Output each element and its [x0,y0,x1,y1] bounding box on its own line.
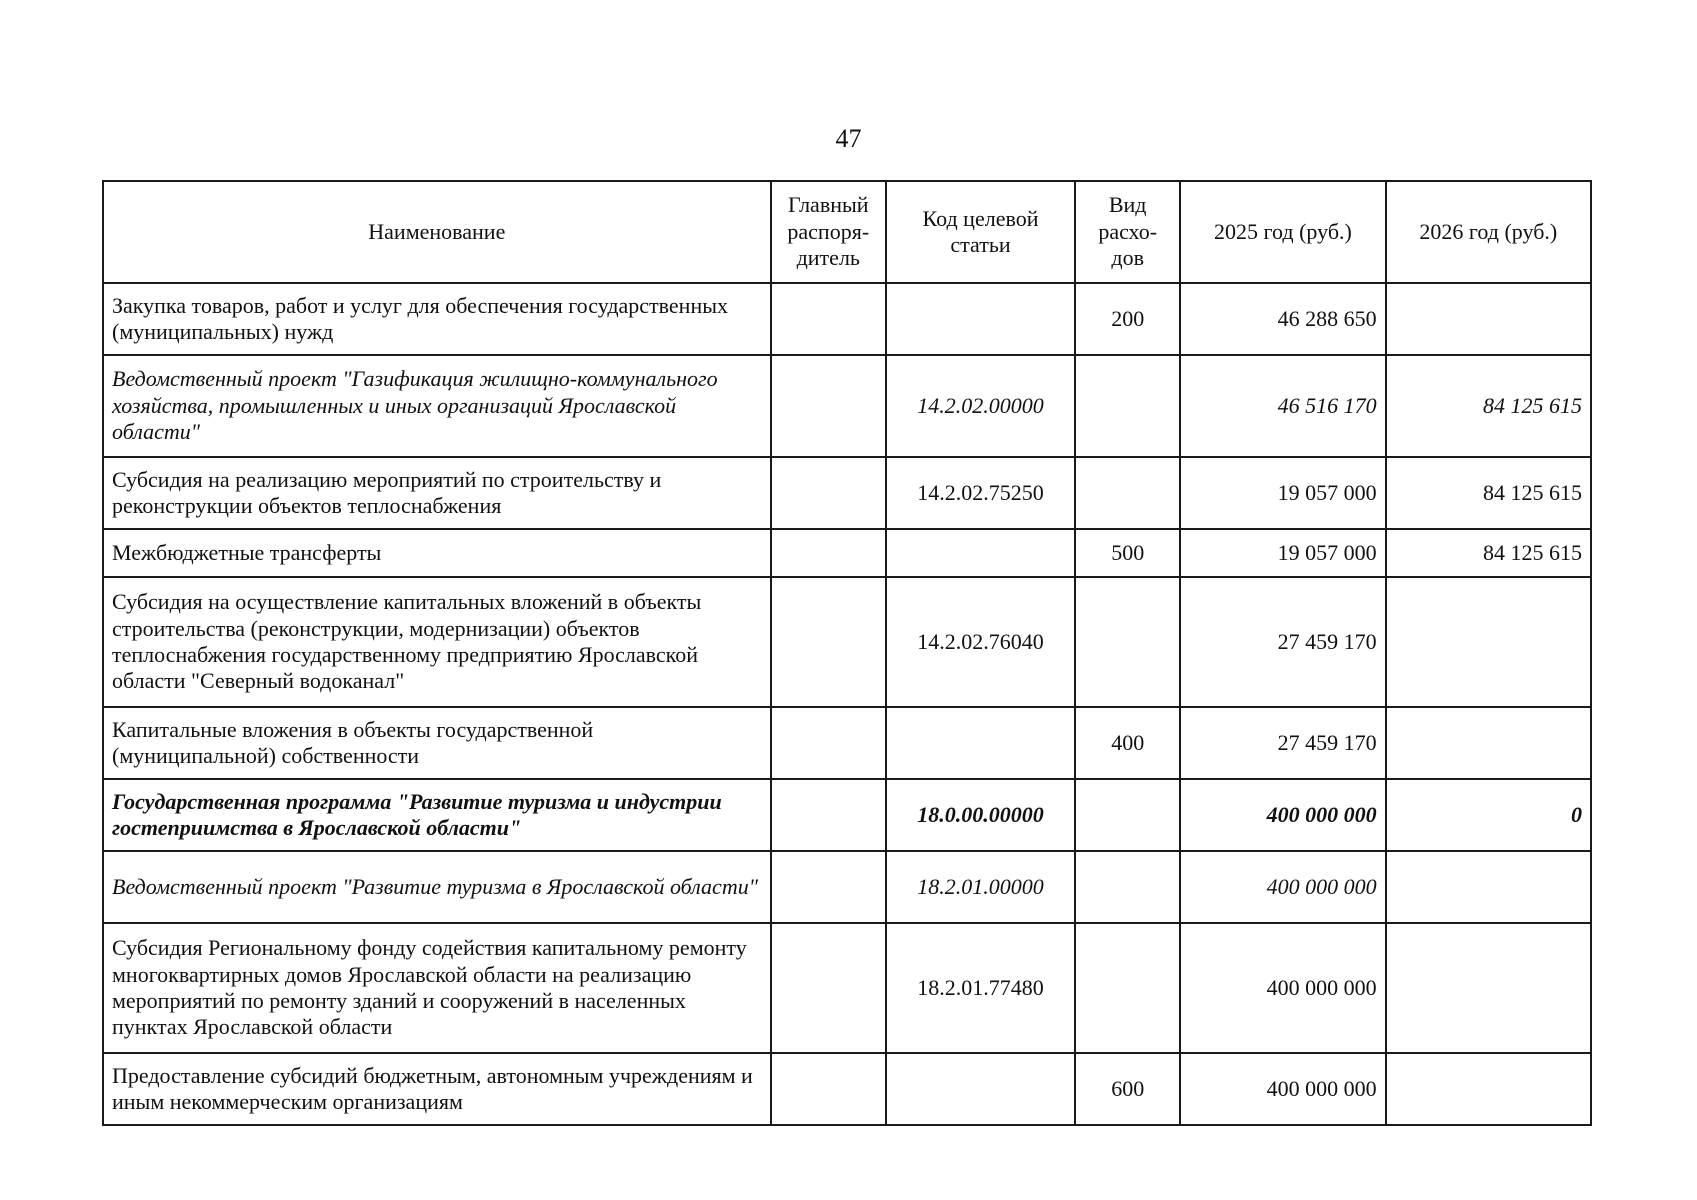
table-body [103,283,1591,1125]
row-2026-amount-cell: 84 125 615 [1386,457,1591,529]
table-row [103,283,1591,355]
header-target-code: Код целевой статьи [886,181,1075,283]
row-administrator-cell [771,283,886,355]
table-row [103,779,1591,851]
row-2026-amount-cell [1386,707,1591,779]
row-2026-amount-cell [1386,1053,1591,1125]
budget-table [102,180,1592,1126]
row-2025-amount-cell: 400 000 000 [1180,1053,1385,1125]
row-expense-type-cell [1075,923,1180,1053]
row-administrator-cell [771,1053,886,1125]
row-administrator-cell [771,779,886,851]
row-2025-amount-cell: 400 000 000 [1180,923,1385,1053]
table-row [103,577,1591,707]
row-expense-type-cell [1075,779,1180,851]
header-year-2026: 2026 год (руб.) [1386,181,1591,283]
row-name-cell: Капитальные вложения в объекты государственной (муниципальной) собственности [103,707,771,779]
header-expense-type: Вид расхо-дов [1075,181,1180,283]
row-administrator-cell [771,923,886,1053]
row-expense-type-cell: 600 [1075,1053,1180,1125]
row-2026-amount-cell [1386,577,1591,707]
row-target-code-cell [886,283,1075,355]
row-name-cell: Субсидия Региональному фонду содействия капитальному ремонту многоквартирных домов Ярославской области на реализацию мероприятий по ремонту зданий и сооружений в населенных пунктах Ярославской области [103,923,771,1053]
row-administrator-cell [771,577,886,707]
header-name: Наименование [103,181,771,283]
row-administrator-cell [771,529,886,577]
row-2026-amount-cell: 0 [1386,779,1591,851]
row-expense-type-cell: 500 [1075,529,1180,577]
row-name-cell: Ведомственный проект "Газификация жилищно-коммунального хозяйства, промышленных и иных организаций Ярославской области" [103,355,771,457]
row-target-code-cell [886,1053,1075,1125]
row-administrator-cell [771,851,886,923]
row-expense-type-cell [1075,355,1180,457]
row-2025-amount-cell: 400 000 000 [1180,851,1385,923]
row-administrator-cell [771,355,886,457]
row-name-cell: Государственная программа "Развитие туризма и индустрии гостеприимства в Ярославской области" [103,779,771,851]
row-2025-amount-cell: 19 057 000 [1180,529,1385,577]
row-2026-amount-cell [1386,851,1591,923]
row-target-code-cell: 18.0.00.00000 [886,779,1075,851]
row-2025-amount-cell: 46 288 650 [1180,283,1385,355]
table-header-row [103,181,1591,283]
row-expense-type-cell [1075,577,1180,707]
row-name-cell: Ведомственный проект "Развитие туризма в Ярославской области" [103,851,771,923]
table-row [103,355,1591,457]
table-row [103,1053,1591,1125]
row-name-cell: Закупка товаров, работ и услуг для обеспечения государственных (муниципальных) нужд [103,283,771,355]
table-row [103,457,1591,529]
header-administrator: Главный распоря-дитель [771,181,886,283]
row-expense-type-cell [1075,851,1180,923]
row-2025-amount-cell: 27 459 170 [1180,707,1385,779]
row-name-cell: Предоставление субсидий бюджетным, автономным учреждениям и иным некоммерческим организациям [103,1053,771,1125]
row-2026-amount-cell [1386,283,1591,355]
row-target-code-cell: 14.2.02.75250 [886,457,1075,529]
table-row [103,923,1591,1053]
row-expense-type-cell [1075,457,1180,529]
row-2025-amount-cell: 400 000 000 [1180,779,1385,851]
row-2026-amount-cell [1386,923,1591,1053]
row-2026-amount-cell: 84 125 615 [1386,355,1591,457]
table-row [103,529,1591,577]
row-administrator-cell [771,707,886,779]
row-2025-amount-cell: 19 057 000 [1180,457,1385,529]
row-name-cell: Субсидия на осуществление капитальных вложений в объекты строительства (реконструкции, модернизации) объектов теплоснабжения государственному предприятию Ярославской области "Северный водоканал" [103,577,771,707]
row-target-code-cell: 18.2.01.77480 [886,923,1075,1053]
table-row [103,707,1591,779]
row-target-code-cell [886,707,1075,779]
header-year-2025: 2025 год (руб.) [1180,181,1385,283]
row-target-code-cell [886,529,1075,577]
row-target-code-cell: 18.2.01.00000 [886,851,1075,923]
row-target-code-cell: 14.2.02.76040 [886,577,1075,707]
row-administrator-cell [771,457,886,529]
row-2026-amount-cell: 84 125 615 [1386,529,1591,577]
row-expense-type-cell: 400 [1075,707,1180,779]
page-number: 47 [835,124,862,153]
row-name-cell: Межбюджетные трансферты [103,529,771,577]
table-row [103,851,1591,923]
row-2025-amount-cell: 46 516 170 [1180,355,1385,457]
row-name-cell: Субсидия на реализацию мероприятий по строительству и реконструкции объектов теплоснабжения [103,457,771,529]
row-expense-type-cell: 200 [1075,283,1180,355]
row-target-code-cell: 14.2.02.00000 [886,355,1075,457]
row-2025-amount-cell: 27 459 170 [1180,577,1385,707]
